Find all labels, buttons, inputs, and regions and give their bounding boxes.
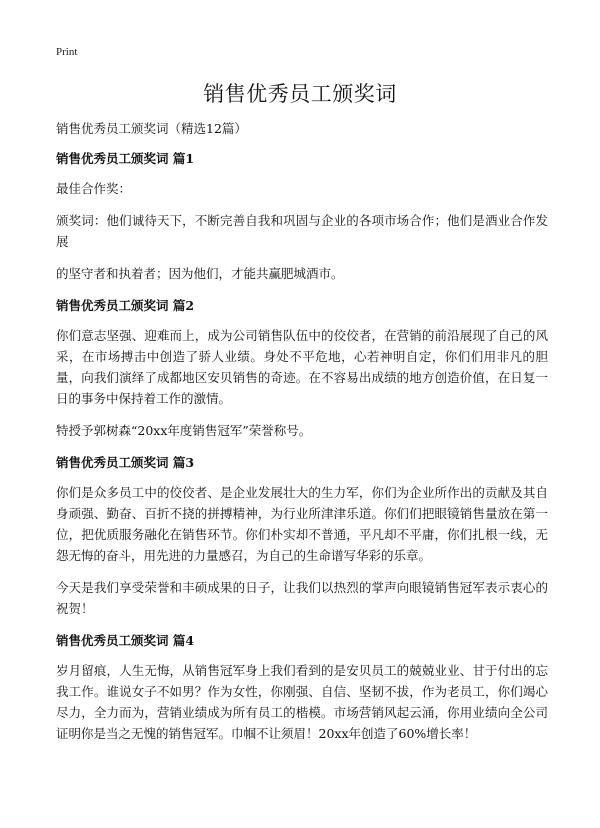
section-paragraph: 最佳合作奖：	[56, 181, 132, 196]
section-paragraph: 特授予郭树森“20xx年度销售冠军”荣誉称号。	[56, 423, 312, 438]
section-heading: 销售优秀员工颁奖词 篇1	[56, 151, 195, 166]
section-1	[56, 148, 548, 284]
section-heading: 销售优秀员工颁奖词 篇3	[56, 455, 195, 470]
document-body	[56, 118, 548, 755]
document-subtitle: 销售优秀员工颁奖词（精选12篇）	[56, 121, 247, 136]
section-paragraph: 岁月留痕，人生无悔，从销售冠军身上我们看到的是安贝员工的兢兢业业、甘于付出的忘我工作。谁说女子不如男？作为女性，你刚强、自信、坚韧不拔，作为老员工，你们竭心尽力，全力而为，营销业绩成为所有员工的楷模。市场营销风起云涌，你用业绩向全公司证明你是当之无愧的销售冠军。巾帼不让须眉！20xx年创造了60%增长率！	[56, 663, 548, 741]
section-heading: 销售优秀员工颁奖词 篇4	[56, 633, 195, 648]
section-4	[56, 630, 548, 744]
section-3	[56, 452, 548, 619]
page-title: 销售优秀员工颁奖词	[203, 82, 397, 106]
section-2	[56, 295, 548, 441]
section-paragraph: 的坚守者和执着者；因为他们，才能共赢肥城酒市。	[56, 266, 344, 281]
section-paragraph: 你们是众多员工中的佼佼者、是企业发展壮大的生力军，你们为企业所作出的贡献及其自身顽强、勤奋、百折不挠的拼搏精神，为行业所津津乐道。你们们把眼镜销售量放在第一位，把优质服务融化在销售环节。你们朴实却不普通，平凡却不平庸，你们扎根一线，无怨无悔的奋斗，用先进的力量感召，为自己的生命谱写华彩的乐章。	[56, 485, 548, 563]
section-paragraph: 今天是我们享受荣誉和丰硕成果的日子，让我们以热烈的掌声向眼镜销售冠军表示衷心的祝贺！	[56, 580, 548, 616]
section-paragraph: 你们意志坚强、迎难而上，成为公司销售队伍中的佼佼者，在营销的前沿展现了自己的风采，在市场搏击中创造了骄人业绩。身处不平危地，心若神明自定，你们们用非凡的胆量，向我们演绎了成都地区安贝销售的奇迹。在不容易出成绩的地方创造价值，在日复一日的事务中保持着工作的激情。	[56, 328, 548, 406]
print-link[interactable]: Print	[56, 46, 78, 58]
section-paragraph: 颁奖词：他们诚待天下，不断完善自我和巩固与企业的各项市场合作；他们是酒业合作发展	[56, 213, 548, 249]
section-heading: 销售优秀员工颁奖词 篇2	[56, 298, 195, 313]
